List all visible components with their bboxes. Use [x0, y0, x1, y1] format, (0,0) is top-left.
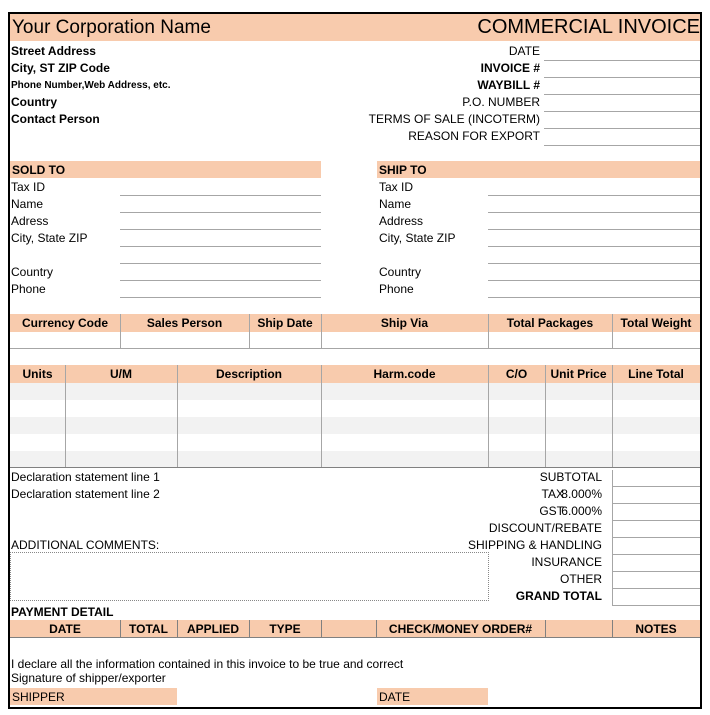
total-value-cell[interactable]	[612, 538, 700, 555]
company-info-line[interactable]: Street Address	[11, 44, 96, 58]
shipping-col-header: Ship Via	[380, 316, 429, 330]
document-title: COMMERCIAL INVOICE	[477, 16, 700, 38]
sold-to-field-input[interactable]	[120, 280, 321, 281]
table-row[interactable]	[10, 417, 700, 434]
invoice-field-input[interactable]	[544, 60, 700, 61]
invoice-field-label: REASON FOR EXPORT	[408, 129, 540, 143]
sold-to-field-label: Name	[11, 197, 44, 211]
row-divider	[10, 637, 700, 638]
total-label: INSURANCE	[531, 555, 602, 569]
sold-to-field-input[interactable]	[120, 229, 321, 230]
column-divider	[545, 620, 546, 637]
invoice-field-input[interactable]	[544, 145, 700, 146]
company-info-line[interactable]: Contact Person	[11, 112, 100, 126]
sold-to-field-label: City, State ZIP	[11, 231, 88, 245]
total-value-cell[interactable]	[612, 572, 700, 589]
items-col-header: U/M	[110, 367, 132, 381]
ship-to-field-input[interactable]	[488, 229, 700, 230]
ship-to-field-input[interactable]	[488, 263, 700, 264]
ship-to-field-label: Name	[379, 197, 412, 211]
table-row[interactable]	[10, 383, 700, 400]
ship-to-field-input[interactable]	[488, 195, 700, 196]
invoice-field-input[interactable]	[544, 111, 700, 112]
table-row[interactable]	[10, 400, 700, 417]
additional-comments-label: ADDITIONAL COMMENTS:	[11, 538, 160, 552]
shipping-cell[interactable]	[612, 332, 700, 348]
column-divider	[120, 620, 121, 637]
shipping-cell[interactable]	[321, 332, 488, 348]
shipping-cell[interactable]	[249, 332, 321, 348]
column-divider	[488, 365, 489, 467]
total-value-cell[interactable]	[612, 504, 700, 521]
company-info-line[interactable]: Country	[11, 95, 57, 109]
company-info-line[interactable]: City, ST ZIP Code	[11, 61, 110, 75]
shipper-label[interactable]: SHIPPER	[12, 690, 65, 704]
invoice-field-input[interactable]	[544, 77, 700, 78]
items-col-header: Description	[215, 367, 282, 381]
additional-comments-box[interactable]	[10, 552, 489, 601]
total-value-cell[interactable]	[612, 521, 700, 538]
payment-col-header: CHECK/MONEY ORDER#	[388, 622, 533, 636]
ship-to-field-label: Phone	[379, 282, 414, 296]
declaration-line-2[interactable]: Declaration statement line 2	[11, 487, 160, 501]
items-col-header: Line Total	[628, 367, 684, 381]
sold-to-field-input[interactable]	[120, 212, 321, 213]
company-info-line[interactable]: Phone Number,Web Address, etc.	[11, 80, 171, 91]
footer-declaration: I declare all the information contained in this invoice to be true and correct	[11, 657, 404, 671]
column-divider	[177, 620, 178, 637]
total-value-cell[interactable]	[612, 470, 700, 487]
shipping-cell[interactable]	[10, 332, 120, 348]
items-col-header: Harm.code	[373, 367, 436, 381]
total-label: SHIPPING & HANDLING	[467, 538, 602, 552]
invoice-field-label: DATE	[508, 44, 540, 58]
payment-col-header: NOTES	[635, 622, 677, 636]
sold-to-field-input[interactable]	[120, 297, 321, 298]
sold-to-field-label: Country	[11, 265, 54, 279]
sold-to-field-input[interactable]	[120, 263, 321, 264]
column-divider	[65, 365, 66, 467]
row-divider	[10, 467, 700, 468]
table-row[interactable]	[10, 451, 700, 468]
ship-to-field-label: Address	[379, 214, 424, 228]
shipping-col-header: Total Packages	[506, 316, 594, 330]
sold-to-field-label: Phone	[11, 282, 46, 296]
payment-col-header: TYPE	[269, 622, 301, 636]
total-label: GST	[539, 504, 564, 518]
sold-to-field-input[interactable]	[120, 195, 321, 196]
shipping-cell[interactable]	[488, 332, 612, 348]
column-divider	[177, 365, 178, 467]
payment-col-header: APPLIED	[186, 622, 239, 636]
invoice-field-input[interactable]	[544, 128, 700, 129]
items-col-header: Unit Price	[550, 367, 607, 381]
payment-detail-title: PAYMENT DETAIL	[11, 605, 114, 619]
ship-to-field-input[interactable]	[488, 297, 700, 298]
total-label: TAX	[541, 487, 564, 501]
footer-date-label[interactable]: DATE	[379, 690, 411, 704]
column-divider	[321, 365, 322, 467]
ship-to-field-input[interactable]	[488, 212, 700, 213]
payment-col-header: DATE	[49, 622, 81, 636]
total-label: SUBTOTAL	[539, 470, 602, 484]
items-col-header: C/O	[505, 367, 528, 381]
sold-to-field-label: Tax ID	[11, 180, 46, 194]
invoice-field-label: TERMS OF SALE (INCOTERM)	[368, 112, 540, 126]
total-value-cell[interactable]	[612, 589, 700, 606]
column-divider	[321, 620, 322, 637]
sold-to-field-input[interactable]	[120, 246, 321, 247]
total-value-cell[interactable]	[612, 555, 700, 572]
payment-col-header: TOTAL	[129, 622, 168, 636]
ship-to-heading: SHIP TO	[379, 163, 427, 177]
row-divider	[10, 348, 700, 349]
ship-to-field-label: City, State ZIP	[379, 231, 456, 245]
shipping-col-header: Sales Person	[146, 316, 223, 330]
invoice-field-input[interactable]	[544, 94, 700, 95]
shipping-col-header: Ship Date	[257, 316, 313, 330]
total-label: OTHER	[560, 572, 602, 586]
column-divider	[612, 620, 613, 637]
invoice-field-label: P.O. NUMBER	[462, 95, 540, 109]
table-row[interactable]	[10, 434, 700, 451]
ship-to-field-label: Country	[379, 265, 422, 279]
shipping-col-header: Total Weight	[620, 316, 692, 330]
items-col-header: Units	[22, 367, 53, 381]
total-label: GRAND TOTAL	[515, 589, 602, 603]
shipping-col-header: Currency Code	[21, 316, 109, 330]
sold-to-heading: SOLD TO	[12, 163, 66, 177]
ship-to-field-input[interactable]	[488, 280, 700, 281]
total-value-cell[interactable]	[612, 487, 700, 504]
ship-to-field-label: Tax ID	[379, 180, 414, 194]
shipping-cell[interactable]	[120, 332, 249, 348]
total-rate[interactable]: 6.000%	[561, 504, 602, 518]
ship-to-field-input[interactable]	[488, 246, 700, 247]
column-divider	[376, 620, 377, 637]
company-name[interactable]: Your Corporation Name	[12, 17, 211, 38]
sold-to-field-label: Adress	[11, 214, 49, 228]
column-divider	[612, 365, 613, 467]
column-divider	[249, 620, 250, 637]
invoice-field-label: INVOICE #	[480, 61, 540, 75]
signature-label: Signature of shipper/exporter	[11, 671, 166, 685]
total-label: DISCOUNT/REBATE	[488, 521, 602, 535]
declaration-line-1[interactable]: Declaration statement line 1	[11, 470, 160, 484]
total-rate[interactable]: 8.000%	[561, 487, 602, 501]
column-divider	[545, 365, 546, 467]
invoice-field-label: WAYBILL #	[477, 78, 540, 92]
